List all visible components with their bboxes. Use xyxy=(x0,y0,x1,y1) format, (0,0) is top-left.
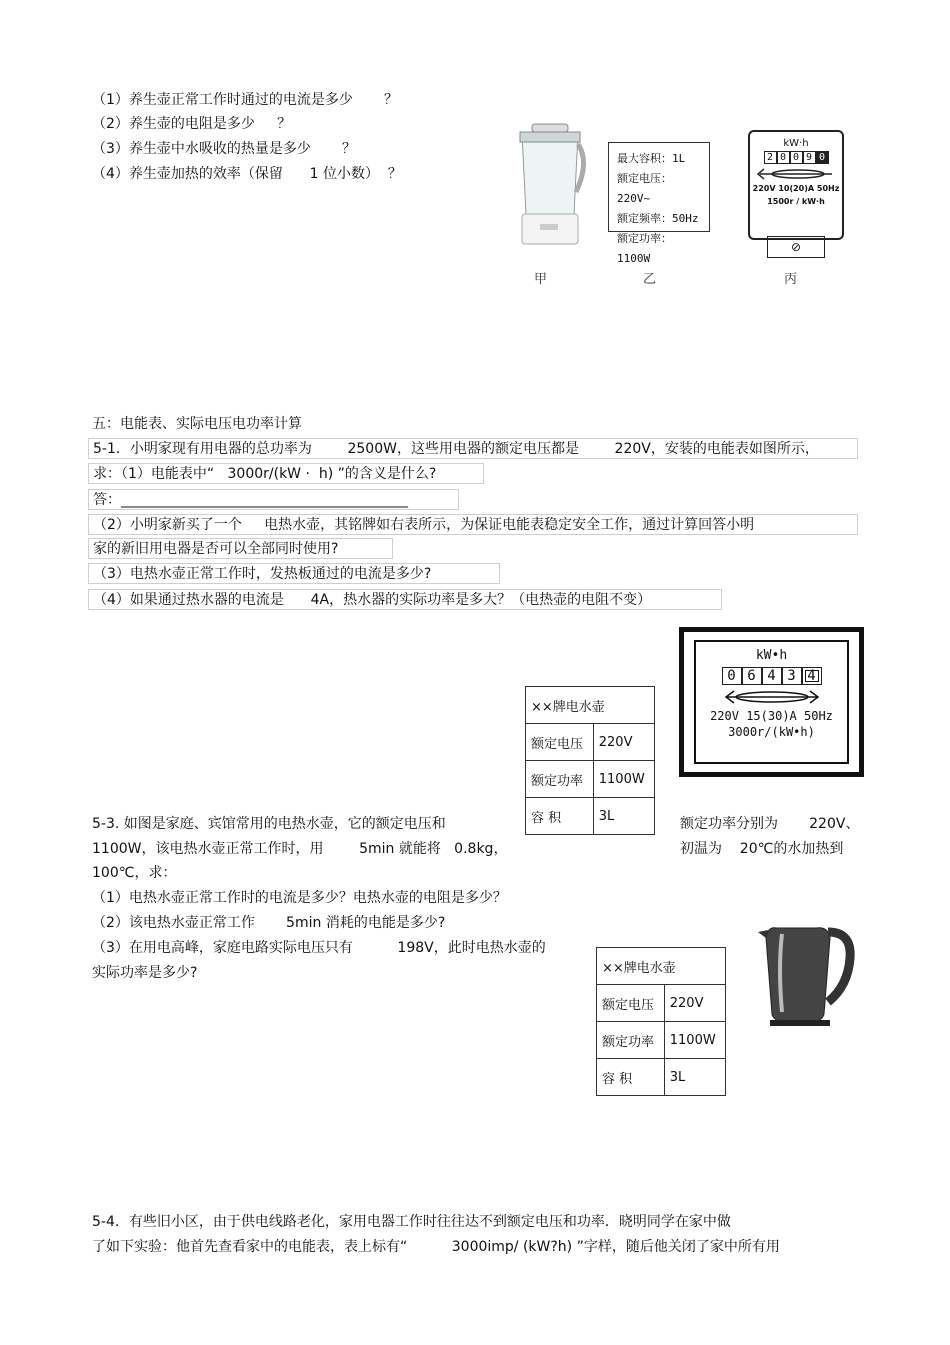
meter-digit: 3 xyxy=(782,667,802,685)
meter-disc-icon xyxy=(696,685,847,709)
question-line: 5-4．有些旧小区，由于供电线路老化，家用电器工作时往往达不到额定电压和功率．晓明同学在家中做 xyxy=(92,1214,731,1230)
table-title: ××牌电水壶 xyxy=(597,948,726,985)
table-label: 容 积 xyxy=(597,1059,665,1096)
meter-digit: 0 xyxy=(722,667,742,685)
question-line: 实际功率是多少? xyxy=(92,965,198,981)
meter-digit: 0 xyxy=(790,151,803,164)
question-line: （3）养生壶中水吸收的热量是多少 ？ xyxy=(92,141,357,157)
question-line: （2）养生壶的电阻是多少 ？ xyxy=(92,116,292,132)
meter-digit: 0 xyxy=(777,151,790,164)
table-value: 220V xyxy=(664,985,725,1022)
meter-digit: 2 xyxy=(764,151,777,164)
table-label: 额定功率 xyxy=(526,761,594,798)
question-line: 家的新旧用电器是否可以全部同时使用? xyxy=(88,538,393,559)
nameplate-line: 最大容积：1L xyxy=(617,152,686,165)
meter-unit: kW·h xyxy=(783,138,809,149)
question-line: 初温为 20℃的水加热到 xyxy=(680,841,844,857)
table-value: 1100W xyxy=(664,1022,725,1059)
table-value: 1100W xyxy=(593,761,654,798)
question-line: 了如下实验：他首先查看家中的电能表，表上标有“ 3000imp/ (kW?h) ”字样，随后他关闭了家中所有用 xyxy=(92,1239,780,1255)
meter-rate: 3000r/(kW•h) xyxy=(728,725,815,739)
question-line: （1）电热水壶正常工作时的电流是多少？电热水壶的电阻是多少？ xyxy=(92,890,507,906)
caption-bing: 丙 xyxy=(784,272,798,287)
question-line: 额定功率分别为 220V、 xyxy=(680,816,860,832)
electric-meter-large xyxy=(679,627,864,777)
caption-yi: 乙 xyxy=(643,272,657,287)
table-value: 3L xyxy=(593,798,654,835)
nameplate-line: 额定电压：220V~ xyxy=(617,172,672,205)
question-line: 5-1．小明家现有用电器的总功率为 2500W，这些用电器的额定电压都是 220V，安装的电能表如图所示， xyxy=(88,438,858,459)
question-line: （2）该电热水壶正常工作 5min 消耗的电能是多少? xyxy=(92,915,446,931)
question-line: （4）如果通过热水器的电流是 4A，热水器的实际功率是多大？（电热壶的电阻不变） xyxy=(88,589,722,610)
question-line: 5-3. 如图是家庭、宾馆常用的电热水壶，它的额定电压和 xyxy=(92,816,446,832)
nameplate-yi xyxy=(608,142,710,265)
meter-digit: 4 xyxy=(762,667,782,685)
table-label: 容 积 xyxy=(526,798,594,835)
meter-rate: 1500r / kW·h xyxy=(767,197,825,206)
meter-unit: kW•h xyxy=(755,648,788,663)
health-kettle-image xyxy=(510,122,590,250)
nameplate-line: 额定频率：50Hz xyxy=(617,212,699,225)
question-line: （2）小明家新买了一个 电热水壶，其铭牌如右表所示，为保证电能表稳定安全工作，通过计算回答小明 xyxy=(88,514,858,535)
kettle-nameplate-table xyxy=(525,686,655,835)
question-line: （3）在用电高峰，家庭电路实际电压只有 198V，此时电热水壶的 xyxy=(92,940,546,956)
table-title: ××牌电水壶 xyxy=(526,687,655,724)
table-label: 额定电压 xyxy=(526,724,594,761)
meter-digits xyxy=(750,151,842,164)
question-line: 100℃，求： xyxy=(92,865,177,881)
electric-kettle-image xyxy=(758,918,858,1030)
table-label: 额定电压 xyxy=(597,985,665,1022)
meter-spec: 220V 10(20)A 50Hz xyxy=(752,184,840,193)
question-line: 1100W，该电热水壶正常工作时，用 5min 就能将 0.8kg， xyxy=(92,841,508,857)
question-line: 求：（1）电能表中“ 3000r/(kW · h) ”的含义是什么? xyxy=(88,463,484,484)
table-value: 3L xyxy=(664,1059,725,1096)
meter-digit: 0 xyxy=(816,151,829,164)
question-line: （1）养生壶正常工作时通过的电流是多少 ？ xyxy=(92,92,399,108)
question-line: （4）养生壶加热的效率（保留 1 位小数） ？ xyxy=(92,166,402,182)
meter-spec: 220V 15(30)A 50Hz xyxy=(710,709,833,723)
table-label: 额定功率 xyxy=(597,1022,665,1059)
section-title: 五：电能表、实际电压电功率计算 xyxy=(92,416,302,432)
kettle-nameplate-table xyxy=(596,947,726,1096)
meter-digit: 6 xyxy=(742,667,762,685)
table-value: 220V xyxy=(593,724,654,761)
question-line: （3）电热水壶正常工作时，发热板通过的电流是多少? xyxy=(88,563,500,584)
meter-digit: 4 xyxy=(802,667,822,685)
terminal-symbol: ⊘ xyxy=(790,240,802,254)
meter-digits xyxy=(696,667,847,685)
meter-terminal xyxy=(767,236,825,258)
electric-meter-bing xyxy=(748,130,844,240)
caption-jia: 甲 xyxy=(534,272,548,287)
meter-digit: 9 xyxy=(803,151,816,164)
answer-line: 答：_________________________________________ xyxy=(88,489,459,510)
nameplate-line: 额定功率：1100W xyxy=(617,232,672,265)
meter-disc-icon xyxy=(750,164,842,184)
